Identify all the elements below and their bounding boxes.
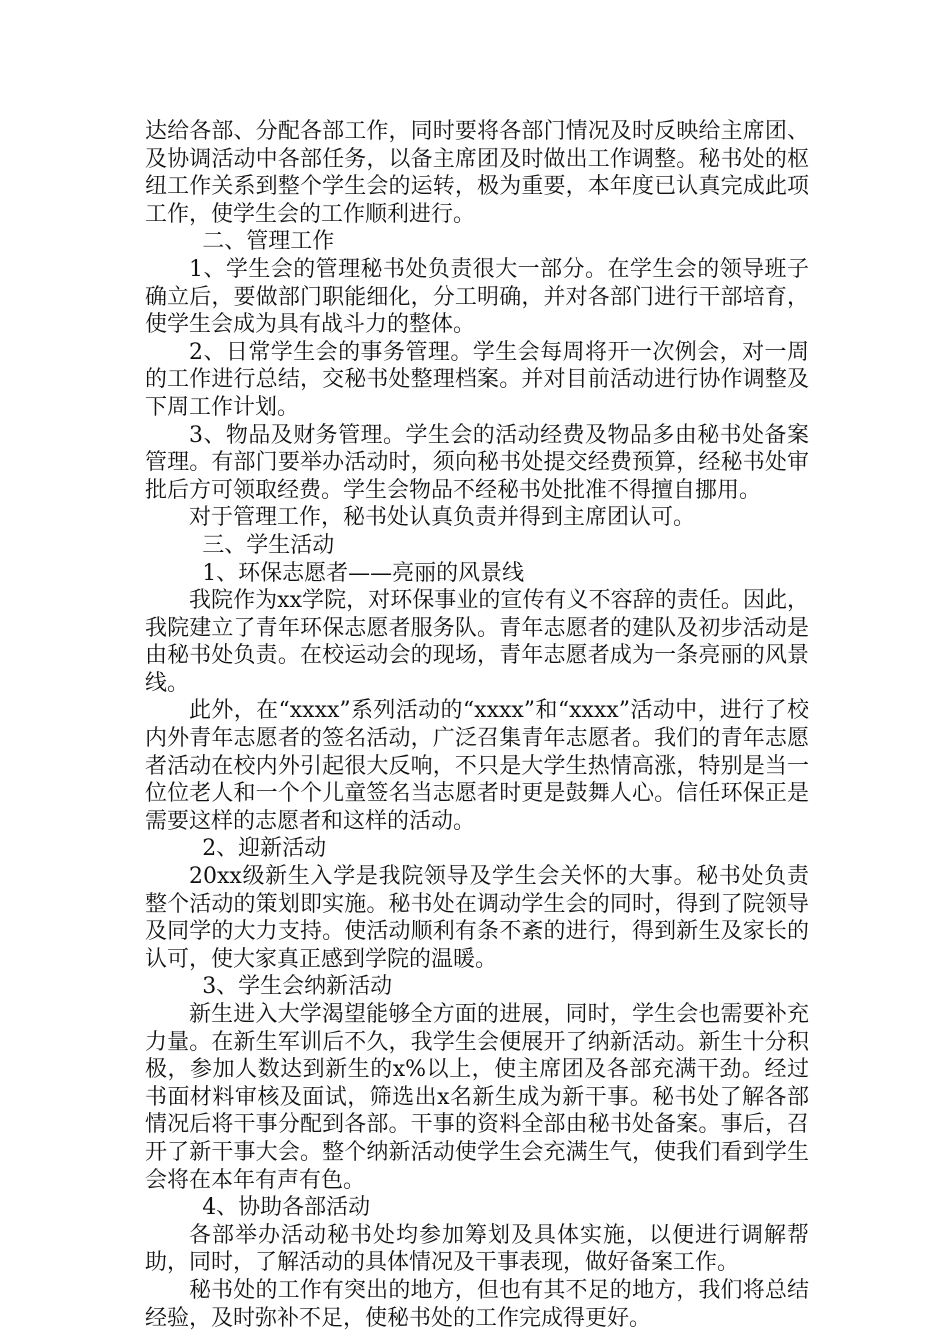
paragraph-conclusion: 秘书处的工作有突出的地方，但也有其不足的地方，我们将总结经验，及时弥补不足，使秘书处的工作完成得更好。 <box>145 1277 809 1331</box>
paragraph-management-summary: 对于管理工作，秘书处认真负责并得到主席团认可。 <box>189 505 696 531</box>
subheading-assist: 4、协助各部活动 <box>202 1195 371 1221</box>
paragraph-volunteers-2: 此外，在“xxxx”系列活动的“xxxx”和“xxxx”活动中，进行了校内外青年志愿者的签名活动，广泛召集青年志愿者。我们的青年志愿者活动在校内外引起很大反响，不只是大学生热情高涨，特别是当一位位老人和一个个儿童签名当志愿者时更是鼓舞人心。信任环保正是需要这样的志愿者和这样的活动。 <box>145 698 809 834</box>
paragraph-assist: 各部举办活动秘书处均参加筹划及具体实施，以便进行调解帮助，同时，了解活动的具体情况及干事表现，做好备案工作。 <box>145 1222 809 1276</box>
subheading-volunteers: 1、环保志愿者——亮丽的风景线 <box>202 560 525 586</box>
document-body <box>145 118 809 1332</box>
section-heading-activities: 三、学生活动 <box>202 532 335 558</box>
paragraph-recruitment: 新生进入大学渴望能够全方面的进展，同时，学生会也需要补充力量。在新生军训后不久，我学生会便展开了纳新活动。新生十分积极，参加人数达到新生的x%以上，使主席团及各部充满干劲。经过书面材料审核及面试，筛选出x名新生成为新干事。秘书处了解各部情况后将干事分配到各部。干事的资料全部由秘书处备案。事后，召开了新干事大会。整个纳新活动使学生会充满生气，使我们看到学生会将在本年有声有色。 <box>145 1002 809 1193</box>
paragraph-volunteers-1: 我院作为xx学院，对环保事业的宣传有义不容辞的责任。因此，我院建立了青年环保志愿者服务队。青年志愿者的建队及初步活动是由秘书处负责。在校运动会的现场，青年志愿者成为一条亮丽的风景线。 <box>145 588 809 696</box>
paragraph-management-3: 3、物品及财务管理。学生会的活动经费及物品多由秘书处备案管理。有部门要举办活动时，须向秘书处提交经费预算，经秘书处审批后方可领取经费。学生会物品不经秘书处批准不得擅自挪用。 <box>145 422 809 503</box>
paragraph-management-2: 2、日常学生会的事务管理。学生会每周将开一次例会，对一周的工作进行总结，交秘书处整理档案。并对目前活动进行协作调整及下周工作计划。 <box>145 339 809 420</box>
subheading-welcome: 2、迎新活动 <box>202 836 327 862</box>
paragraph-welcome: 20xx级新生入学是我院领导及学生会关怀的大事。秘书处负责整个活动的策划即实施。秘书处在调动学生会的同时，得到了院领导及同学的大力支持。使活动顺利有条不紊的进行，得到新生及家长的认可，使大家真正感到学院的温暖。 <box>145 864 809 972</box>
subheading-recruitment: 3、学生会纳新活动 <box>202 974 393 1000</box>
paragraph-management-1: 1、学生会的管理秘书处负责很大一部分。在学生会的领导班子确立后，要做部门职能细化，分工明确，并对各部门进行干部培育，使学生会成为具有战斗力的整体。 <box>145 256 809 338</box>
section-heading-management: 二、管理工作 <box>202 229 335 255</box>
paragraph-intro: 达给各部、分配各部工作，同时要将各部门情况及时反映给主席团、及协调活动中各部任务，以备主席团及时做出工作调整。秘书处的枢纽工作关系到整个学生会的运转，极为重要，本年度已认真完成此项工作，使学生会的工作顺利进行。 <box>145 119 809 227</box>
